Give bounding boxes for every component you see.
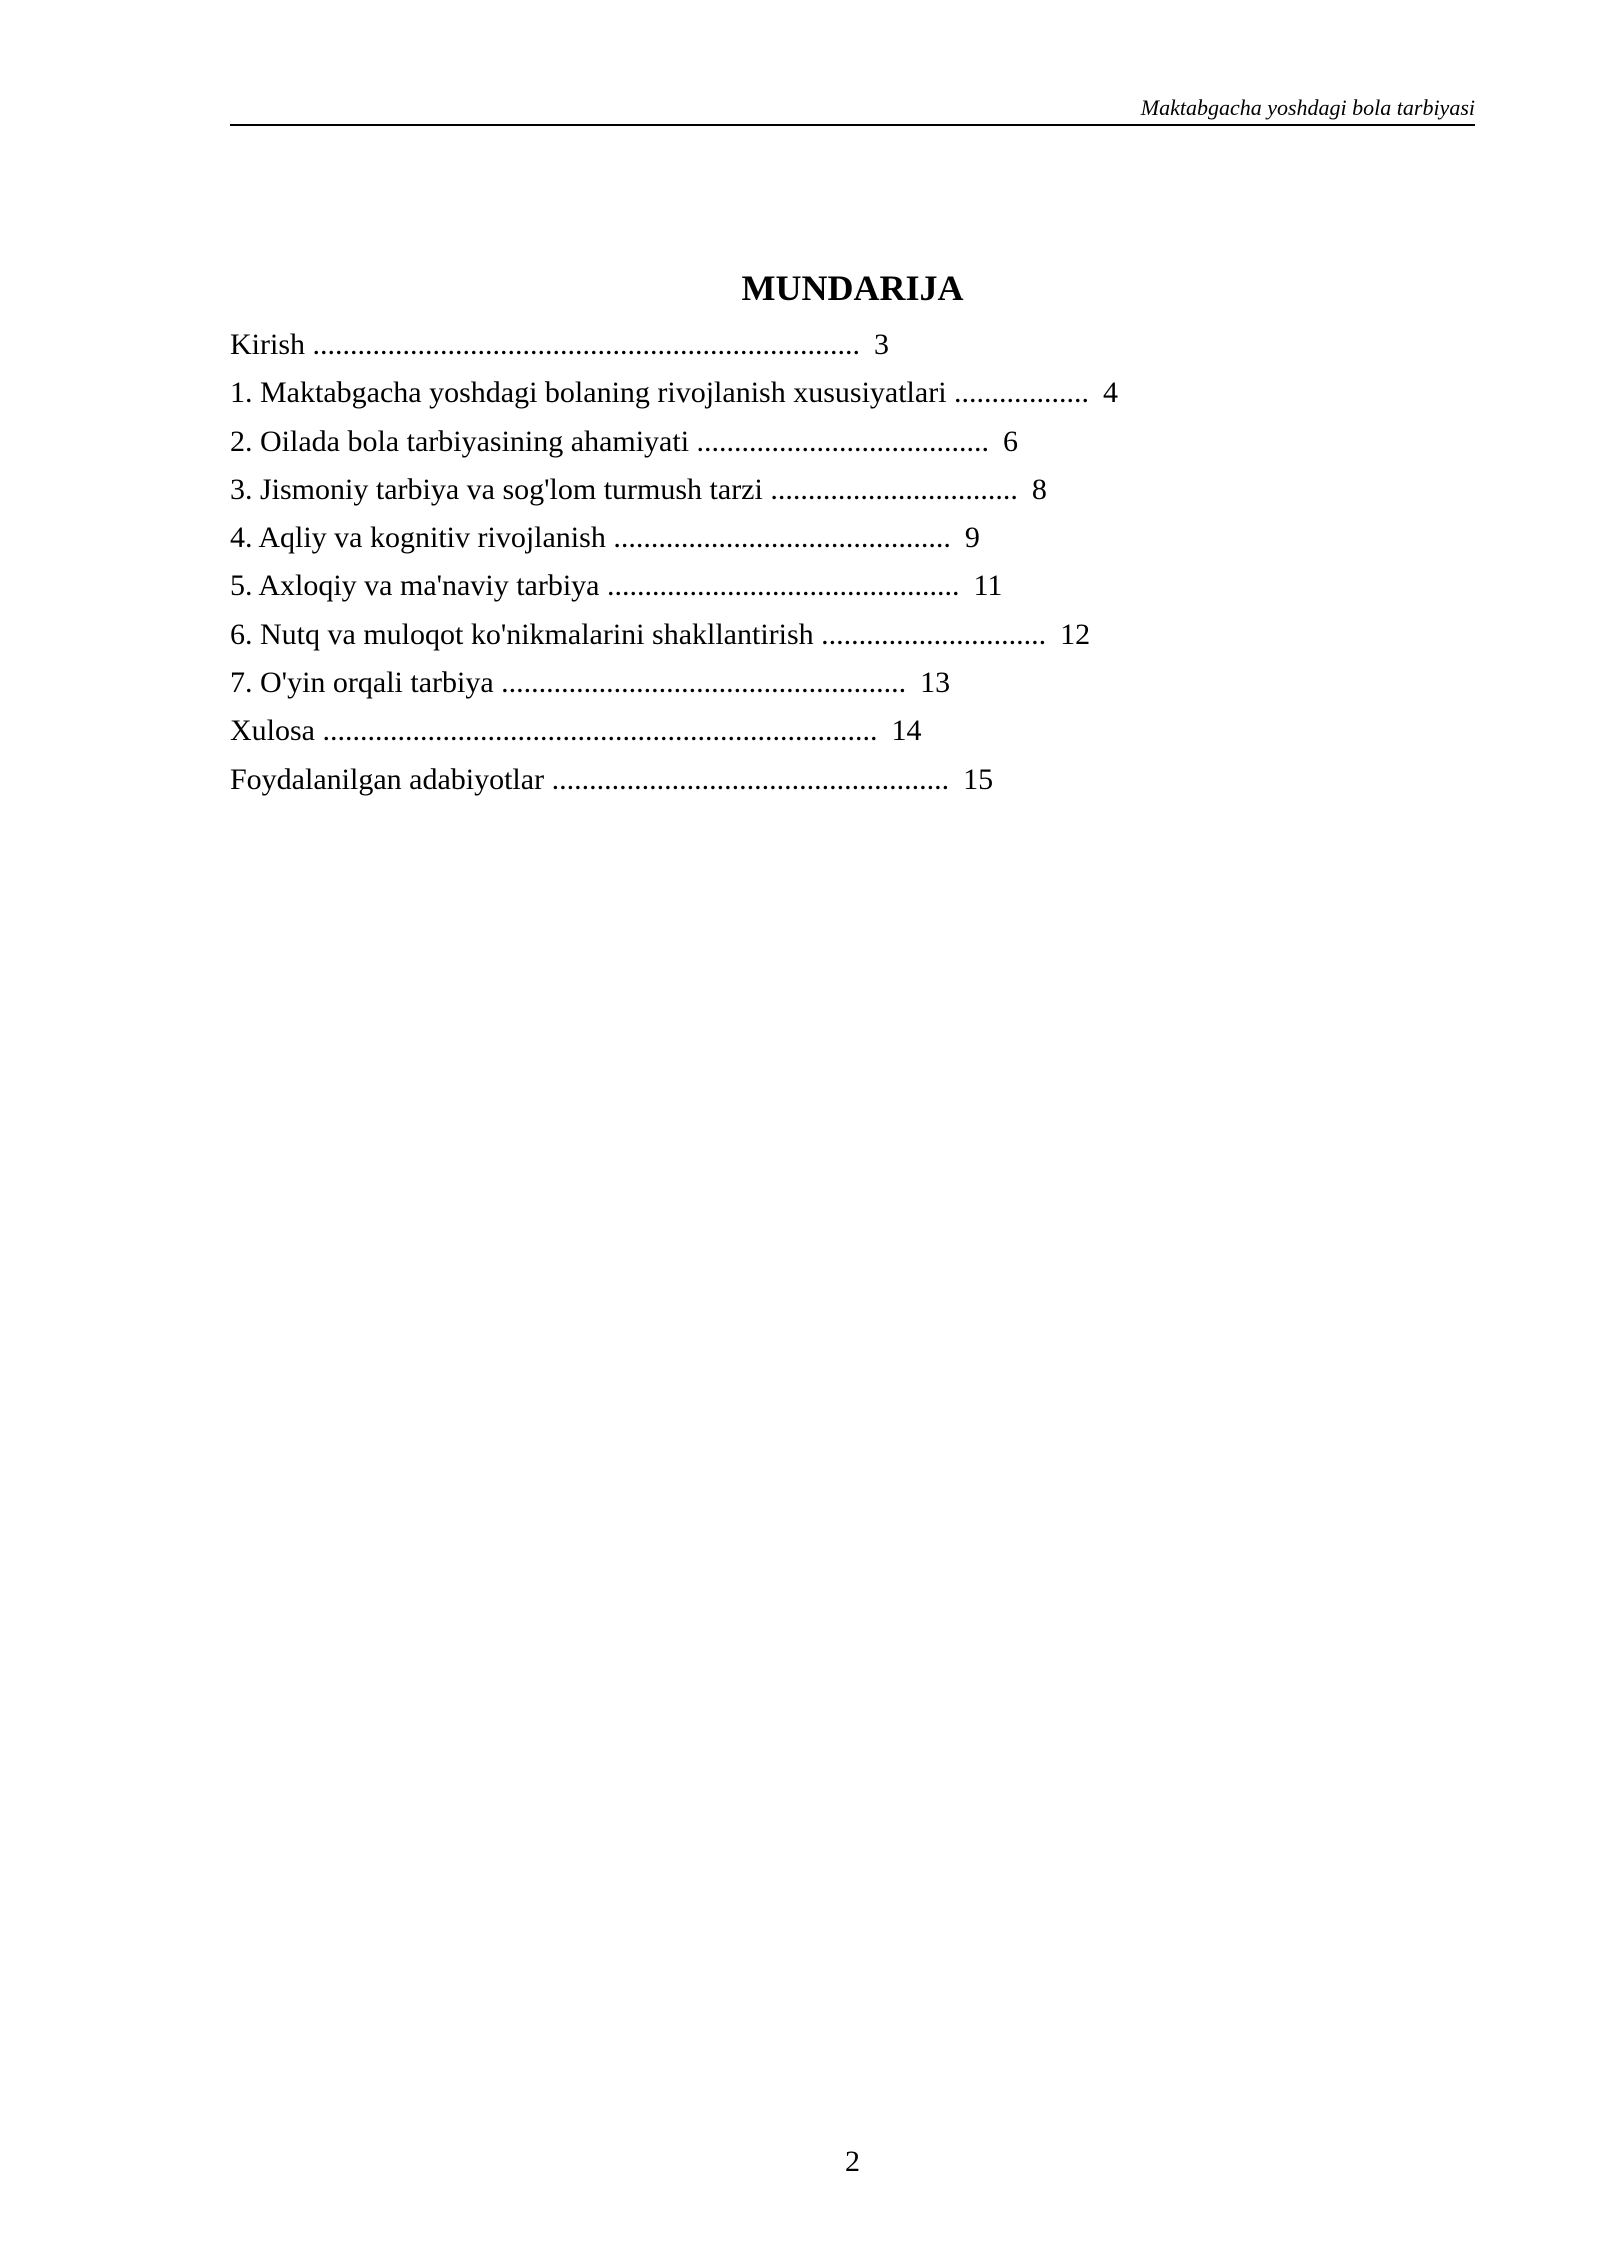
table-of-contents xyxy=(230,321,1118,804)
toc-entry-page: 13 xyxy=(920,666,951,700)
toc-entry-page: 15 xyxy=(963,762,994,796)
page-number: 2 xyxy=(845,2145,860,2178)
toc-entry xyxy=(230,321,1118,369)
toc-entry-title: Kirish ......................................................................... xyxy=(230,328,860,361)
toc-entry-title: 7. O'yin orqali tarbiya ...................................................... xyxy=(230,666,907,700)
toc-entry xyxy=(230,466,1118,514)
toc-entry xyxy=(230,611,1118,659)
running-header-title: Maktabgacha yoshdagi bola tarbiyasi xyxy=(1140,95,1475,120)
toc-entry-title: 6. Nutq va muloqot ko'nikmalarini shakllantirish .............................. xyxy=(230,617,1047,651)
toc-entry-title: 5. Axloqiy va ma'naviy tarbiya ............................................... xyxy=(230,569,960,603)
toc-entry-title: 3. Jismoniy tarbiya va sog'lom turmush tarzi ................................. xyxy=(230,472,1018,506)
toc-entry-title: 1. Maktabgacha yoshdagi bolaning rivojlanish xususiyatlari .................. xyxy=(230,376,1090,410)
toc-entry-page: 6 xyxy=(1003,424,1019,458)
toc-entry-title: Xulosa .......................................................................... xyxy=(230,714,878,748)
toc-entry xyxy=(230,562,1118,610)
toc-entry-page: 4 xyxy=(1103,376,1119,410)
toc-entry-page: 8 xyxy=(1031,472,1047,506)
toc-entry xyxy=(230,418,1118,466)
toc-entry xyxy=(230,514,1118,562)
toc-entry-title: 4. Aqliy va kognitiv rivojlanish ............................................. xyxy=(230,521,951,555)
toc-entry-page: 14 xyxy=(891,714,922,748)
toc-entry-page: 12 xyxy=(1060,617,1091,651)
toc-entry-page: 11 xyxy=(973,569,1003,603)
toc-entry xyxy=(230,659,1118,707)
toc-entry xyxy=(230,707,1118,755)
running-header xyxy=(230,94,1475,126)
toc-entry-title: Foydalanilgan adabiyotlar ..................................................... xyxy=(230,762,950,796)
toc-title: MUNDARIJA xyxy=(741,268,964,308)
toc-entry xyxy=(230,756,1118,804)
toc-entry-title: 2. Oilada bola tarbiyasining ahamiyati ....................................... xyxy=(230,424,990,458)
toc-entry xyxy=(230,369,1118,417)
toc-entry-page: 3 xyxy=(874,328,889,361)
toc-entry-page: 9 xyxy=(964,521,980,555)
